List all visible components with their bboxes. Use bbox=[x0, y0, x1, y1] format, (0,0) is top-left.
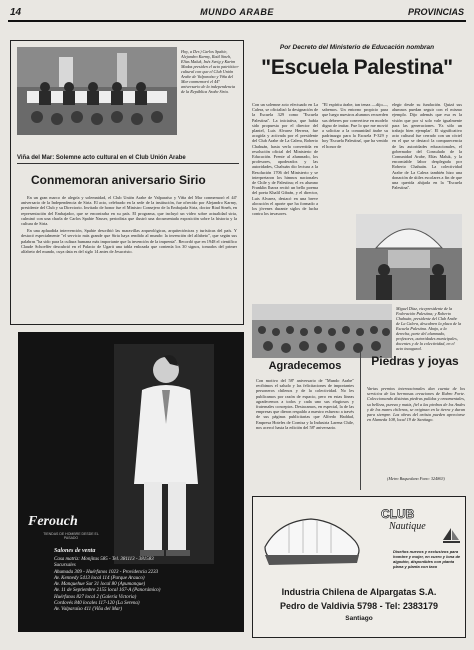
ferouch-heading: Salones de venta bbox=[54, 548, 96, 554]
piedras-headline: Piedras y joyas bbox=[371, 354, 459, 368]
ferouch-tagline: TIENDAS DE HOMBRE DESDE EL PASADO bbox=[43, 532, 99, 540]
section-title: PROVINCIAS bbox=[407, 7, 464, 17]
sirio-kicker: Viña del Mar: Solemne acto cultural en el Club Unión Arabe bbox=[17, 155, 239, 164]
escuela-photo-caption: Miguel Díaz, vicepresidente de la Federación Palestina; y Roberto Chahuán, presidente del Club Arabe de La Calera, descubren la placa de la Escuela Palestina. Abajo, a la derecha, parte del alumnado, profesores, autoridades municipales, docentes y de la colectividad, en el acto inaugural. bbox=[396, 306, 462, 351]
club-script: Nautique bbox=[389, 521, 426, 532]
ferouch-logo: Ferouch bbox=[28, 514, 78, 529]
escuela-kicker: Por Decreto del Ministerio de Educación nombran bbox=[279, 44, 435, 51]
escuela-col2: "El espíritu árabe, tan tenaz —dijo—, sabemos. Un entorno propicio para que luego nuestros alumnos recuerden sus deberes por convertirse en modelo digno de imitar. Fue lo que me movió a solicitar a la comunidad árabe su padrinazgo para la Escuela F-329 y hoy 'Escuela Palestina', que ha venido el honor de bbox=[322, 102, 388, 149]
club-company: Industria Chilena de Alpargatas S.A. bbox=[281, 587, 437, 597]
ferouch-line: Casa matriz: Monjitas 585 - Tel. 381113 - 381583 bbox=[54, 557, 154, 562]
ferouch-line: Av. Manquehue Sur 31 local 80 (Apumanque) bbox=[54, 582, 146, 588]
article-escuela bbox=[250, 40, 464, 358]
ferouch-line: Cordovés 840 locales 117-120 (La Serena) bbox=[54, 601, 140, 607]
page-header bbox=[8, 6, 466, 22]
ad-ferouch bbox=[18, 332, 244, 632]
plaque-image bbox=[356, 214, 462, 300]
sailboat-icon bbox=[441, 527, 461, 545]
page-number: 14 bbox=[10, 7, 22, 18]
escuela-col3: elegir desde su fundación. Quizá sus alumnos puedan seguir con el mismo ejemplo. Dijo además que esa es la visión que por sí solo vale igualmente para las generaciones. 'Es sólo un trabajo bien ejemplar'. El significativo acto cultural fue cerrado con un cóctel en el que se destacó la comparecencia de las autoridades educacionales, el gobernador del Consulado de la Comunidad Arabe, Elías Maluk, y la encomiable labor desplegada por Roberto Chahuán. La colectividad Arabe de La Calera también hizo una donación de útiles escolares a fin de que una querida ahijada en la "Escuela Palestina". bbox=[392, 102, 462, 191]
piedras-footer: (Metro Baquedano Fono: 324863) bbox=[387, 476, 445, 481]
article-sirio bbox=[10, 40, 244, 325]
ferouch-line: Av. 11 de Septiembre 2155 local 167-A (Panorámico) bbox=[54, 588, 161, 594]
ferouch-line: Huérfanos 827 local 2 (Galería Victoria) bbox=[54, 594, 137, 600]
sirio-photo-caption: Hoy, a Der.) Carlos Spahie, Alejandro Karmy, Raúl Sineh, Elías Maluk, Inés Sveig y Karim Madas presiden el acto patriótico-cultural con que el Club Unión Arabe de Valparaíso y Viña del Mar conmemoró el 44º aniversario de la independencia de la República Arabe Siria. bbox=[181, 49, 239, 94]
club-note: Diseños nuevos y exclusivos para hombre y mujer, en cuero y lona de algodón, disponibles con planta plana y planta con taco bbox=[393, 549, 461, 569]
sirio-paragraph: En un gran marco de alegría y solemnidad, el Club Unión Arabe de Valparaíso y Viña del Mar conmemoró el 44º aniversario de la Independencia de Siria. El acto, celebrado en la sede de la institución, fue ofrecido por Alejandro Karmy, presidente del Club y su Directorio. Invitado de honor fue el Ministro Consejero de la Embajada Siria, doctor Riad Sineh, en representación del Embajador, que se encontraba en su país. El programa, que incluyó un video sobre actualidad siria, culminó con una charla de Carlos Spahie Nasser, periodista que ilustró una documentada exposición sobre la historia y la cultura de Siria. bbox=[21, 195, 237, 227]
ferouch-line: Sucursales bbox=[54, 563, 76, 569]
club-address: Pedro de Valdivia 5798 - Tel: 2383179 bbox=[280, 601, 438, 611]
club-logo: CLUB bbox=[381, 507, 415, 521]
ferouch-line: Av. Kennedy 5413 local 114 (Parque Arauco) bbox=[54, 575, 145, 581]
model-image bbox=[114, 344, 214, 564]
sirio-photo bbox=[17, 47, 177, 135]
club-city: Santiago bbox=[345, 615, 373, 622]
ferouch-line: Ahumada 309 - Huérfanos 1023 - Providencia 2233 bbox=[54, 569, 159, 575]
students-image bbox=[252, 304, 392, 358]
sirio-body bbox=[21, 195, 237, 319]
model-photo bbox=[114, 344, 214, 564]
sirio-paragraph: En una apluadida intervención, Spahie describió las maravillas arqueológicas, arquitectónicas y turísticas del país. Y destacó especialmente "el servicio más grande que Siria haya rendido al mundo: la invención del alfabeto", que según sus palabras "ha sido para la cultura humana más importante que la invención de la imprenta". Recordó que en 1948 el científico Claude Schoeffer descubrió en el Palacio de Ugarit una tabla enlozada que contenía los 30 signos, tomados del primer alfabeto del mundo, cuya data es del siglo 14 antes de Jesucristo. bbox=[21, 228, 237, 255]
ceremony-image bbox=[17, 47, 177, 135]
escuela-col1: Con un solemne acto efectuado en La Calera, se oficializó la designación de la Escuela 329 como "Escuela Palestina". La iniciativa, que había sido propuesta por el director del plantel, Luis Alvarez Herrera, fue acogida y activada por el presidente del Club Arabe de La Calera, Roberto Chahuán, hasta verla convertida en resolución oficial del Ministerio de Educación. Frente al alumnado, los profesores, apoderados y las autoridades, Chahuán dio lectura a la Resolución 1706 del Ministerio y se interpretaron los himnos nacionales de Chile y de Palestina; el ex alumno Franklin Ibarra recitó un bello poema del poeta Khalil Gibrán, y el director, Luis Alvarez, destacó en una breve alocución el aporte que ha formado a los jóvenes durante siglos de lucha contra los invasores. bbox=[252, 102, 318, 217]
piedras-body: Varias premios internacionales dan cuenta de los servicios de las hermosas creaciones de Rubro Forte. Coleccionando distintas piedras pulidas y ornamentales, su belleza, pureza y matiz, fiel a las piedras de los Andes y de los mares chilenos, se originan en la tierra y duran para siempre. Las obras del artista pueden apreciarse en Alameda 108, local 19 de Santiago. bbox=[367, 386, 465, 423]
publication-title: MUNDO ARABE bbox=[200, 7, 274, 17]
escuela-photo-students bbox=[252, 304, 392, 358]
agradecemos-headline: Agradecemos bbox=[268, 360, 342, 372]
shoe-image bbox=[259, 503, 369, 573]
ferouch-locations bbox=[54, 557, 244, 614]
escuela-photo-plaque bbox=[356, 214, 462, 300]
escuela-headline: "Escuela Palestina" bbox=[261, 56, 453, 79]
sirio-headline: Conmemoran aniversario Sirio bbox=[31, 173, 206, 187]
article-piedras bbox=[360, 352, 467, 490]
ad-club-nautique bbox=[252, 496, 466, 638]
agradecemos-body: Con motivo del 58º aniversario de "Mundo Arabe" recibimos el saludo y las felicitaciones de importantes personeros chilenos y de la colectividad. No les publicamos por razón de espacio, pero en estas líneas agradecemos a todos y cada uno sus elogiosos y fraternales conceptos. Destacamos, en especial, la de las empresas que dieron respaldo a nuestro esfuerzo a través de sus páginas publicitarias que Alfredo Haddad, Empresa Hoteles de Cornisa y la Industria Larena Chile, nos acercó hasta la edición del 58º aniversario. bbox=[256, 378, 354, 430]
article-agradecemos bbox=[254, 360, 356, 492]
ferouch-line: Av. Valparaíso 411 (Viña del Mar) bbox=[54, 607, 123, 613]
